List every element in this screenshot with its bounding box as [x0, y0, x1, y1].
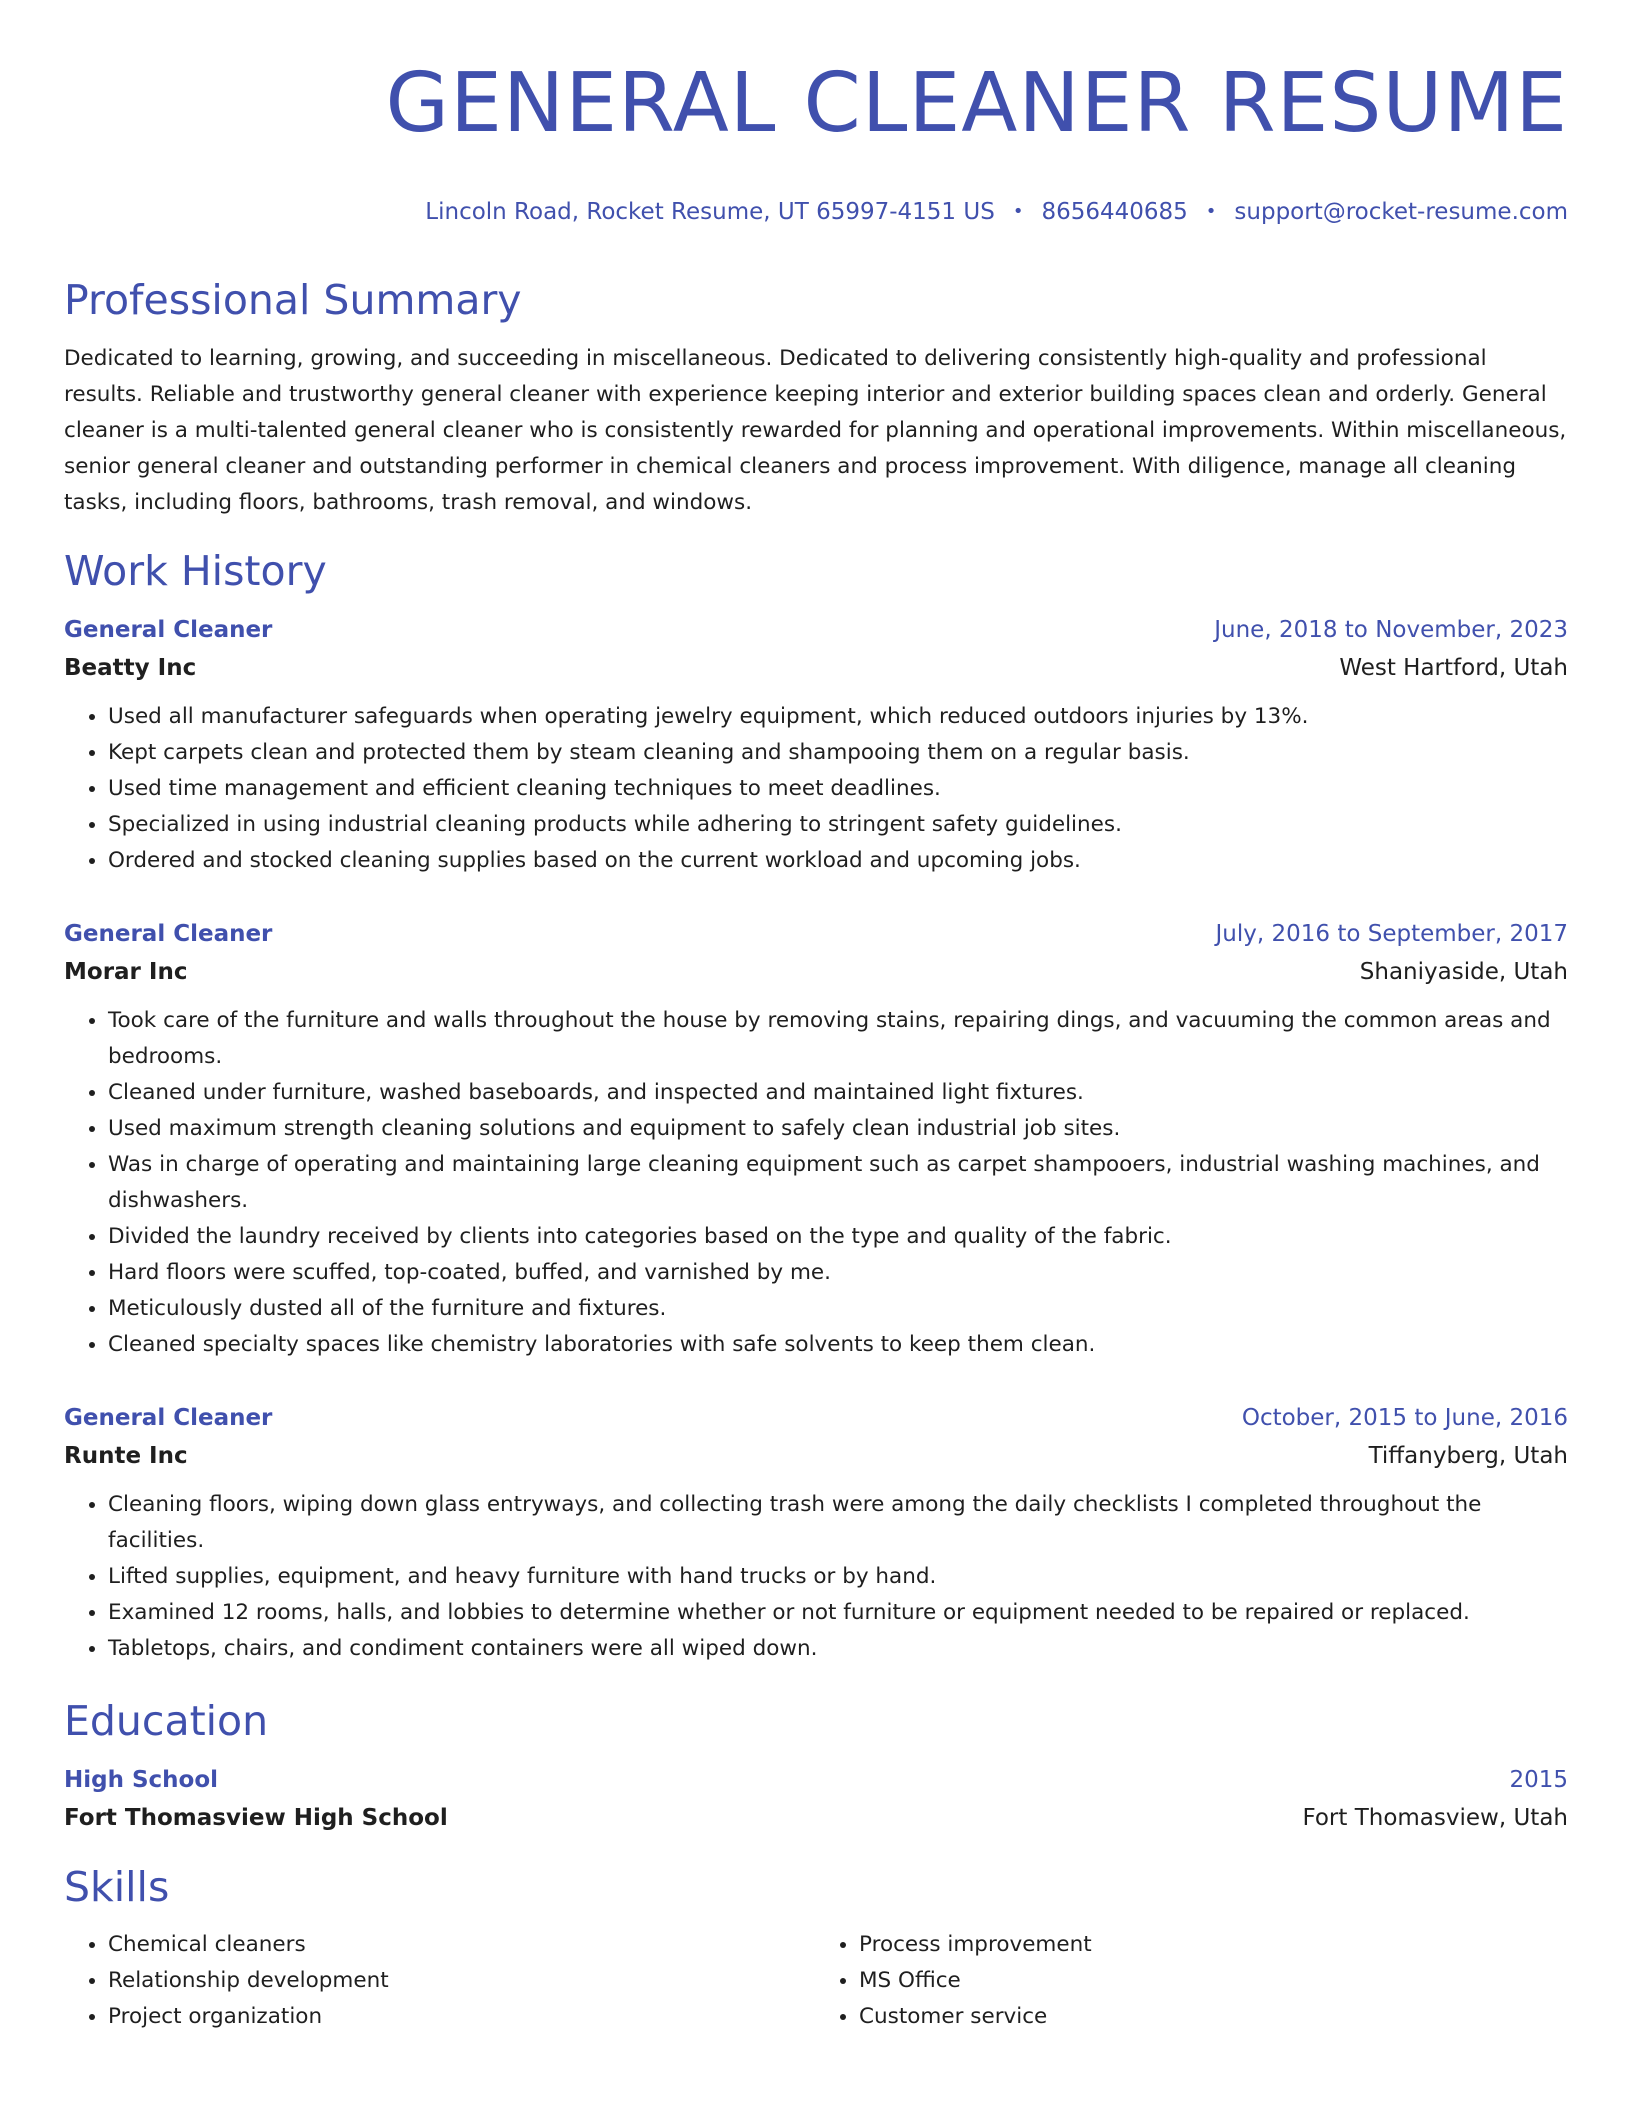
job-bullets	[64, 699, 1568, 879]
summary-text: Dedicated to learning, growing, and succeeding in miscellaneous. Dedicated to delivering consistently high-quality and professional results. Reliable and trustworthy general cleaner with experience keeping interior and exterior building spaces clean and orderly. General cleaner is a multi-talented general cleaner who is consistently rewarded for planning and operational improvements. Within miscellaneous, senior general cleaner and outstanding performer in chemical cleaners and process improvement. With diligence, manage all cleaning tasks, including floors, bathrooms, trash removal, and windows.	[64, 346, 1567, 515]
job-company-row	[64, 953, 1568, 991]
education-school: Fort Thomasview High School	[64, 1805, 448, 1831]
job-company-row	[64, 1437, 1568, 1475]
skill-item: • Process improvement	[859, 1927, 1568, 1963]
job-header-row	[64, 915, 1568, 953]
education-entry	[64, 1761, 1568, 1837]
job-bullet: • Used time management and efficient cleaning techniques to meet deadlines.	[108, 771, 1568, 807]
job-entry	[64, 1399, 1568, 1667]
skills-column-right	[815, 1927, 1568, 2035]
job-bullet: • Kept carpets clean and protected them by steam cleaning and shampooing them on a regular basis.	[108, 735, 1568, 771]
contact-separator: •	[1205, 201, 1217, 222]
job-bullet: • Cleaned under furniture, washed baseboards, and inspected and maintained light fixtures.	[108, 1075, 1568, 1111]
contact-phone: 8656440685	[1041, 199, 1188, 225]
education-year: 2015	[1509, 1767, 1568, 1793]
contact-address: Lincoln Road, Rocket Resume, UT 65997-4151 US	[425, 199, 995, 225]
job-dates: October, 2015 to June, 2016	[1241, 1405, 1568, 1431]
education-header-row	[64, 1761, 1568, 1799]
education-school-row	[64, 1799, 1568, 1837]
job-company: Morar Inc	[64, 959, 188, 985]
job-entry	[64, 915, 1568, 1363]
job-role: General Cleaner	[64, 617, 273, 643]
job-location: Shaniyaside, Utah	[1359, 959, 1568, 985]
skills-list	[64, 1927, 1568, 2035]
job-bullet: • Used maximum strength cleaning solutions and equipment to safely clean industrial job sites.	[108, 1111, 1568, 1147]
job-role: General Cleaner	[64, 921, 273, 947]
summary-heading: Professional Summary	[64, 276, 522, 324]
job-bullet: • Specialized in using industrial cleaning products while adhering to stringent safety guidelines.	[108, 807, 1568, 843]
job-dates: July, 2016 to September, 2017	[1215, 921, 1568, 947]
job-bullet: • Cleaned specialty spaces like chemistry laboratories with safe solvents to keep them clean.	[108, 1327, 1568, 1363]
job-bullets	[64, 1003, 1568, 1363]
job-bullet: • Divided the laundry received by clients into categories based on the type and quality of the fabric.	[108, 1219, 1568, 1255]
job-entry	[64, 611, 1568, 879]
job-location: Tiffanyberg, Utah	[1368, 1443, 1568, 1469]
skill-item: • Project organization	[108, 1999, 817, 2035]
skills-heading: Skills	[64, 1863, 170, 1911]
job-header-row	[64, 1399, 1568, 1437]
job-location: West Hartford, Utah	[1339, 655, 1568, 681]
education-heading: Education	[64, 1697, 269, 1745]
job-bullet: • Lifted supplies, equipment, and heavy furniture with hand trucks or by hand.	[108, 1559, 1568, 1595]
skill-item: • Chemical cleaners	[108, 1927, 817, 1963]
job-bullet: • Used all manufacturer safeguards when operating jewelry equipment, which reduced outdoors injuries by 13%.	[108, 699, 1568, 735]
contact-email: support@rocket-resume.com	[1234, 199, 1568, 225]
resume-title: GENERAL CLEANER RESUME	[385, 56, 1568, 151]
job-company: Runte Inc	[64, 1443, 188, 1469]
skill-item: • Relationship development	[108, 1963, 817, 1999]
job-bullet: • Took care of the furniture and walls throughout the house by removing stains, repairing dings, and vacuuming the common areas and bedrooms.	[108, 1003, 1568, 1075]
job-bullet: • Examined 12 rooms, halls, and lobbies to determine whether or not furniture or equipment needed to be repaired or replaced.	[108, 1595, 1568, 1631]
job-bullet: • Tabletops, chairs, and condiment containers were all wiped down.	[108, 1631, 1568, 1667]
job-company-row	[64, 649, 1568, 687]
education-degree: High School	[64, 1767, 219, 1793]
contact-separator: •	[1012, 201, 1024, 222]
skills-column-left	[64, 1927, 817, 2035]
job-bullet: • Was in charge of operating and maintaining large cleaning equipment such as carpet shampooers, industrial washing machines, and dishwashers.	[108, 1147, 1568, 1219]
job-bullet: • Ordered and stocked cleaning supplies based on the current workload and upcoming jobs.	[108, 843, 1568, 879]
job-bullet: • Hard floors were scuffed, top-coated, buffed, and varnished by me.	[108, 1255, 1568, 1291]
job-dates: June, 2018 to November, 2023	[1214, 617, 1568, 643]
work-history-heading: Work History	[64, 547, 327, 595]
skill-item: • Customer service	[859, 1999, 1568, 2035]
education-location: Fort Thomasview, Utah	[1302, 1805, 1568, 1831]
job-bullets	[64, 1487, 1568, 1667]
job-header-row	[64, 611, 1568, 649]
job-role: General Cleaner	[64, 1405, 273, 1431]
skill-item: • MS Office	[859, 1963, 1568, 1999]
job-company: Beatty Inc	[64, 655, 197, 681]
contact-line	[64, 196, 1568, 228]
job-bullet: • Cleaning floors, wiping down glass entryways, and collecting trash were among the daily checklists I completed throughout the facilities.	[108, 1487, 1568, 1559]
job-bullet: • Meticulously dusted all of the furniture and fixtures.	[108, 1291, 1568, 1327]
